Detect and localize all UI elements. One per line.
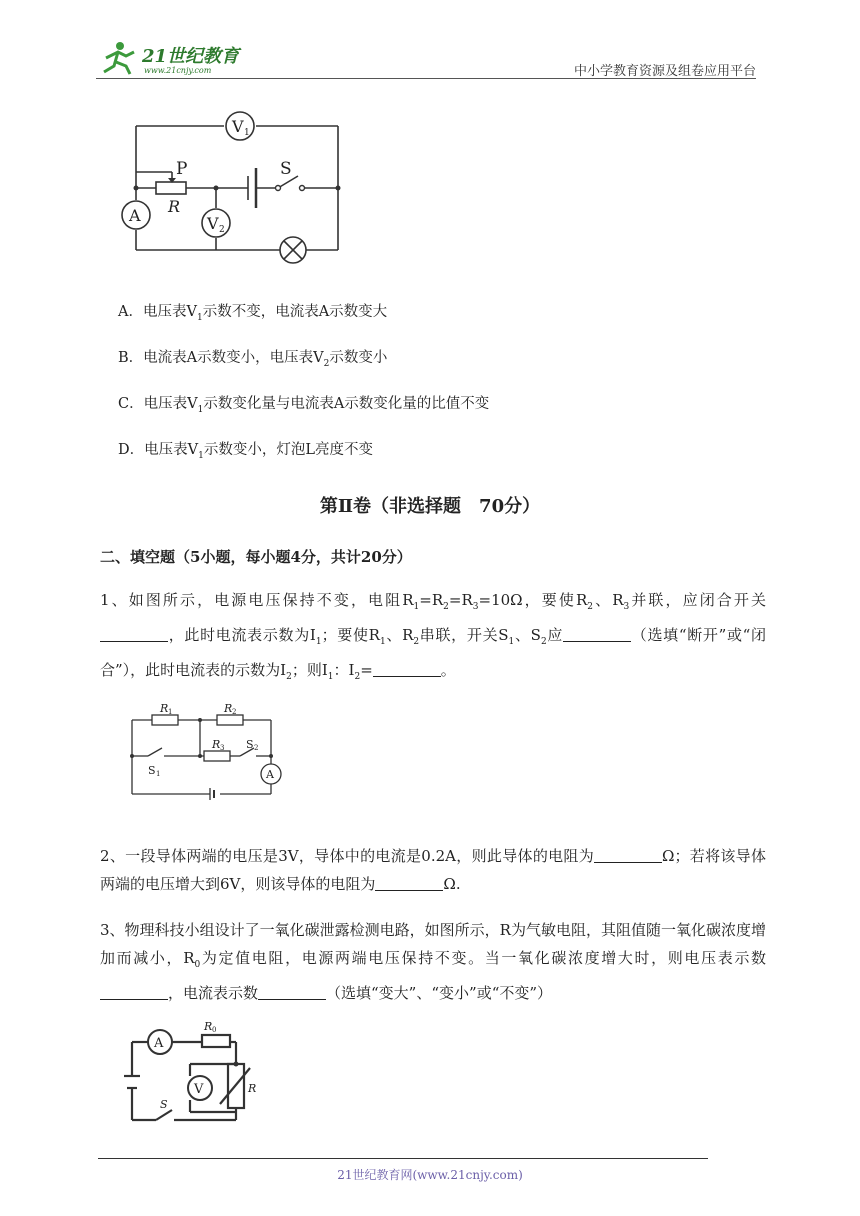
svg-text:R: R: [160, 702, 169, 715]
header-platform-text: 中小学教育资源及组卷应用平台: [573, 64, 756, 79]
lamp-icon: [280, 237, 306, 263]
logo-url: www.21cnjy.com: [144, 66, 212, 75]
header-divider: [96, 78, 756, 79]
answer-blank: [563, 626, 631, 642]
runner-logo-icon: [104, 42, 134, 74]
voltmeter-icon: [188, 1076, 212, 1100]
circuit-figure-2: [122, 698, 282, 808]
svg-text:S: S: [246, 738, 254, 751]
circuit-figure-1: [116, 110, 346, 270]
svg-text:2: 2: [232, 708, 237, 716]
footer-divider: [98, 1158, 708, 1159]
svg-text:1: 1: [168, 708, 173, 716]
svg-text:A: A: [129, 206, 141, 225]
answer-blank: [100, 626, 168, 642]
label-s: S: [280, 159, 292, 179]
question-1: 1、如图所示，电源电压保持不变，电阻$R_1=R_2=R_3=10\Omega$，要使$R_2$、$R_3$并联，应闭合开关，此时电流表示数为$I_1$；要使$R_1$、$R_2$串联，开关$S_1$、$S_2$应 （选填“断开”或“闭合”），此时电流表的示数为$I_2$；则$I_1$：$I_2=$ 。: [100, 591, 766, 682]
svg-text:V: V: [207, 214, 219, 233]
svg-text:0: 0: [212, 1026, 217, 1034]
svg-text:2: 2: [254, 744, 259, 752]
ammeter-icon: [148, 1030, 172, 1054]
question-2: 2、一段导体两端的电压是3V，导体中的电流是0.2A，则此导体的电阻为 Ω；若将该导体两端的电压增大到6V，则该导体的电阻为 Ω.: [100, 847, 766, 893]
label-r: R: [168, 197, 181, 216]
svg-text:R: R: [248, 1082, 257, 1095]
site-logo: [96, 38, 256, 78]
svg-text:A: A: [266, 768, 274, 781]
ammeter-icon: [122, 201, 150, 229]
svg-text:1: 1: [156, 770, 161, 778]
answer-blank: [373, 661, 441, 677]
svg-text:R: R: [224, 702, 233, 715]
voltmeter-v1-icon: [226, 112, 254, 140]
section-heading: 二、填空题（5小题，每小题4分，共计20分）: [100, 548, 412, 566]
svg-text:1: 1: [244, 128, 250, 138]
svg-text:V: V: [194, 1082, 204, 1097]
answer-blank: [375, 875, 443, 891]
svg-text:R: R: [204, 1020, 213, 1033]
svg-text:V: V: [232, 117, 244, 136]
option-b: B．电流表A示数变小，电压表$V_2$示数变小: [118, 350, 388, 369]
section-title: 第Ⅱ卷（非选择题 70分）: [319, 496, 541, 517]
question-3: 3、物理科技小组设计了一氧化碳泄露检测电路，如图所示，R为气敏电阻，其阻值随一氧化碳浓度增加而减小，$R_0$为定值电阻，电源两端电压保持不变。当一氧化碳浓度增大时，则电压表示数，电流表示数 （选填“变大”、“变小”或“不变”）: [100, 921, 766, 1002]
answer-blank: [258, 984, 326, 1000]
svg-text:S: S: [160, 1098, 168, 1111]
ammeter-icon: [261, 764, 281, 784]
option-a: A．电压表$V_1$示数不变，电流表A示数变大: [118, 304, 388, 323]
answer-blank: [594, 847, 662, 863]
option-c: C．电压表$V_1$示数变化量与电流表A示数变化量的比值不变: [118, 396, 490, 415]
logo-text: 21世纪教育: [142, 46, 240, 67]
svg-text:2: 2: [219, 225, 225, 235]
circuit-figure-3: [120, 1012, 260, 1132]
option-d: D．电压表$V_1$示数变小，灯泡L亮度不变: [118, 442, 373, 461]
svg-text:R: R: [212, 738, 221, 751]
svg-text:3: 3: [220, 744, 225, 752]
svg-text:A: A: [154, 1036, 164, 1051]
svg-text:S: S: [148, 764, 156, 777]
voltmeter-v2-icon: [202, 209, 230, 237]
label-p: P: [176, 159, 188, 179]
footer-text[interactable]: 21世纪教育网(www.21cnjy.com): [337, 1168, 523, 1182]
answer-blank: [100, 984, 168, 1000]
